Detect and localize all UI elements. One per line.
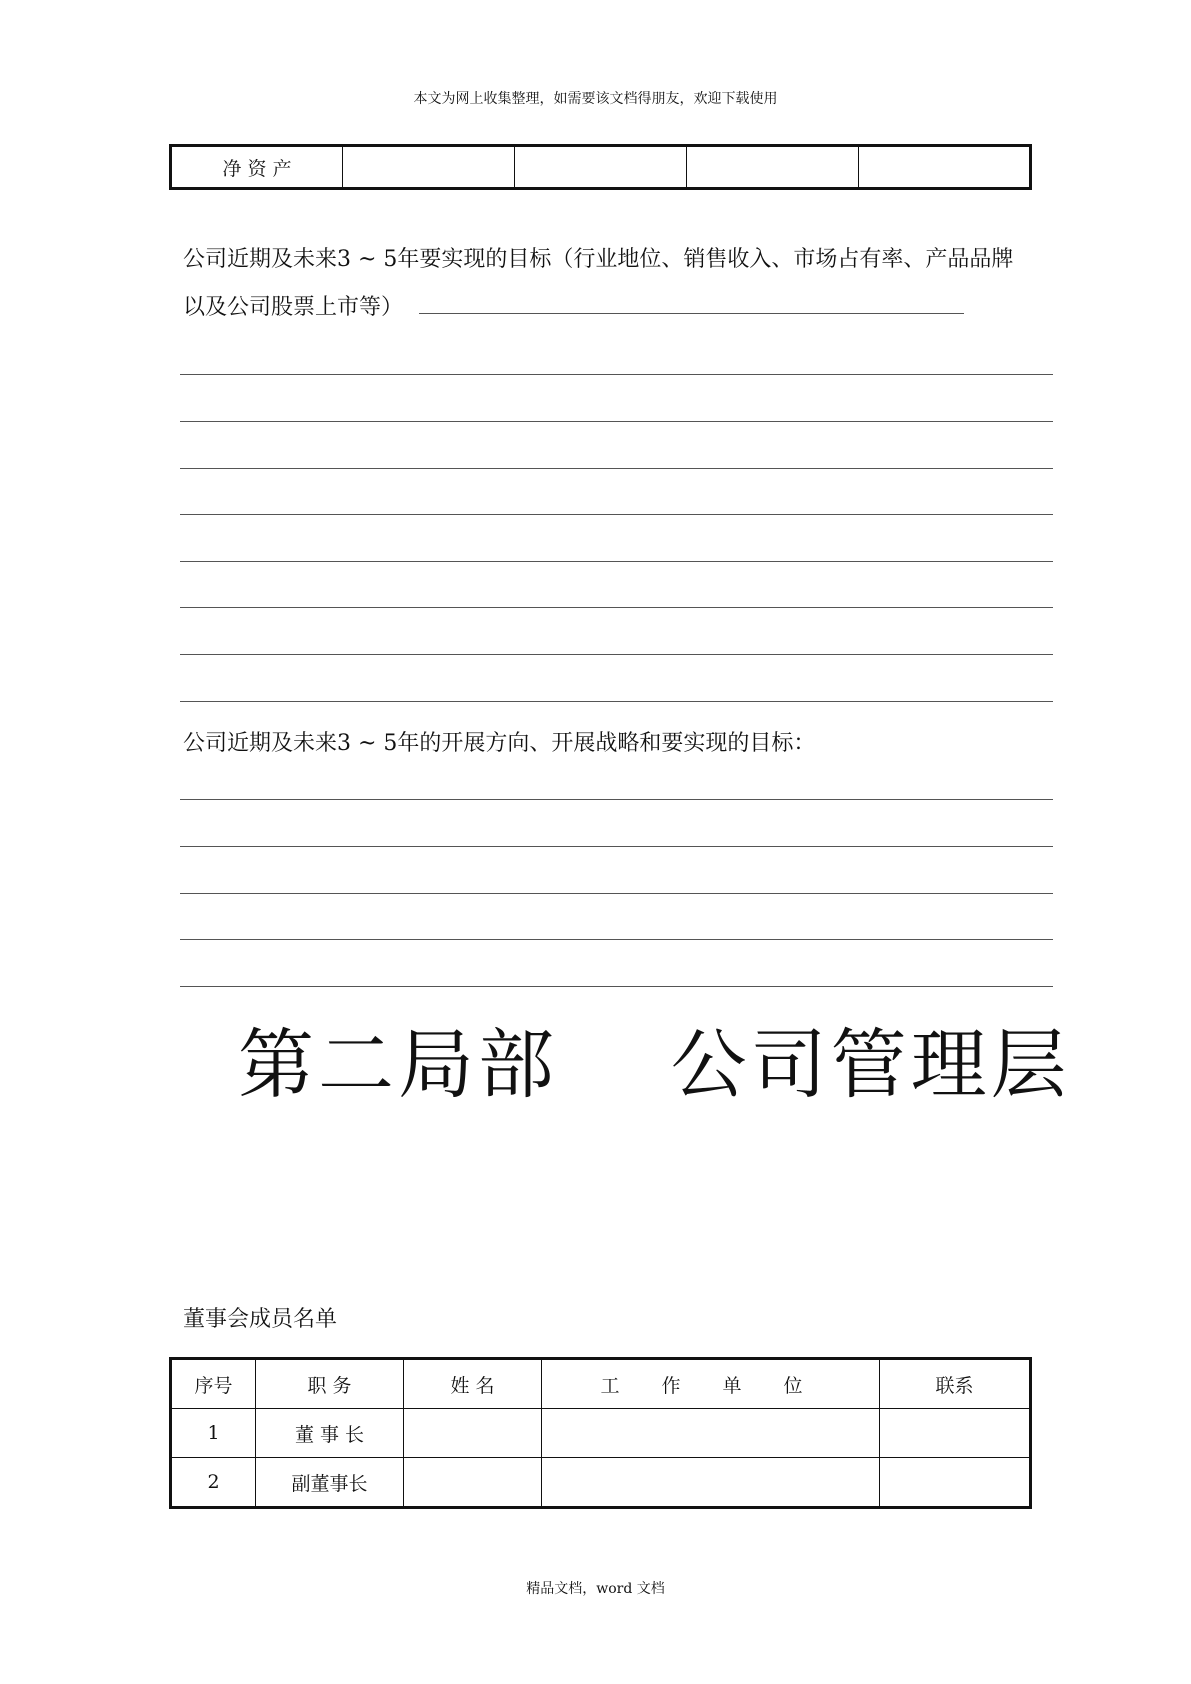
table-header-row — [171, 1359, 1031, 1409]
table-row — [171, 1409, 1031, 1458]
net-assets-cell[interactable] — [687, 146, 859, 189]
cell-position: 副董事长 — [256, 1458, 404, 1508]
cell-seq: 1 — [171, 1409, 256, 1458]
cell-name[interactable] — [404, 1409, 542, 1458]
table-row — [171, 1458, 1031, 1508]
question-strategy-text: 公司近期及未来3 ~ 5年的开展方向、开展战略和要实现的目标： — [183, 731, 816, 756]
answer-line[interactable] — [180, 799, 1053, 800]
cell-seq: 2 — [171, 1458, 256, 1508]
header-work-unit: 工 作 单 位 — [542, 1359, 880, 1409]
cell-work-unit[interactable] — [542, 1409, 880, 1458]
cell-name[interactable] — [404, 1458, 542, 1508]
header-name: 姓 名 — [404, 1359, 542, 1409]
table-row — [171, 146, 1031, 189]
net-assets-cell[interactable] — [515, 146, 687, 189]
answer-line[interactable] — [180, 939, 1053, 940]
cell-work-unit[interactable] — [542, 1458, 880, 1508]
answer-line[interactable] — [180, 468, 1053, 469]
header-position: 职 务 — [256, 1359, 404, 1409]
answer-line[interactable] — [180, 374, 1053, 375]
answer-line[interactable] — [180, 514, 1053, 515]
header-note: 本文为网上收集整理，如需要该文档得朋友，欢迎下载使用 — [413, 91, 778, 107]
question-goals — [183, 236, 1033, 332]
net-assets-cell[interactable] — [859, 146, 1031, 189]
header-contact: 联系 — [880, 1359, 1031, 1409]
section-title: 第二局部 公司管理层 — [238, 1020, 1071, 1109]
answer-line[interactable] — [180, 701, 1053, 702]
cell-position: 董 事 长 — [256, 1409, 404, 1458]
net-assets-label: 净 资 产 — [171, 146, 343, 189]
header-seq: 序号 — [171, 1359, 256, 1409]
cell-contact[interactable] — [880, 1409, 1031, 1458]
answer-line[interactable] — [180, 607, 1053, 608]
answer-line[interactable] — [180, 654, 1053, 655]
cell-contact[interactable] — [880, 1458, 1031, 1508]
question-strategy — [183, 720, 1033, 768]
answer-line[interactable] — [180, 893, 1053, 894]
question-goals-text: 公司近期及未来3 ~ 5年要实现的目标（行业地位、销售收入、市场占有率、产品品牌以及公司股票上市等） — [183, 247, 1014, 320]
footer-note: 精品文档，word 文档 — [526, 1581, 665, 1597]
net-assets-table — [169, 144, 1032, 190]
net-assets-cell[interactable] — [343, 146, 515, 189]
board-members-table — [169, 1357, 1032, 1509]
board-list-title: 董事会成员名单 — [183, 1307, 338, 1332]
answer-line[interactable] — [180, 561, 1053, 562]
answer-line[interactable] — [180, 421, 1053, 422]
answer-line[interactable] — [180, 986, 1053, 987]
answer-blank-inline[interactable] — [419, 291, 964, 314]
answer-line[interactable] — [180, 846, 1053, 847]
